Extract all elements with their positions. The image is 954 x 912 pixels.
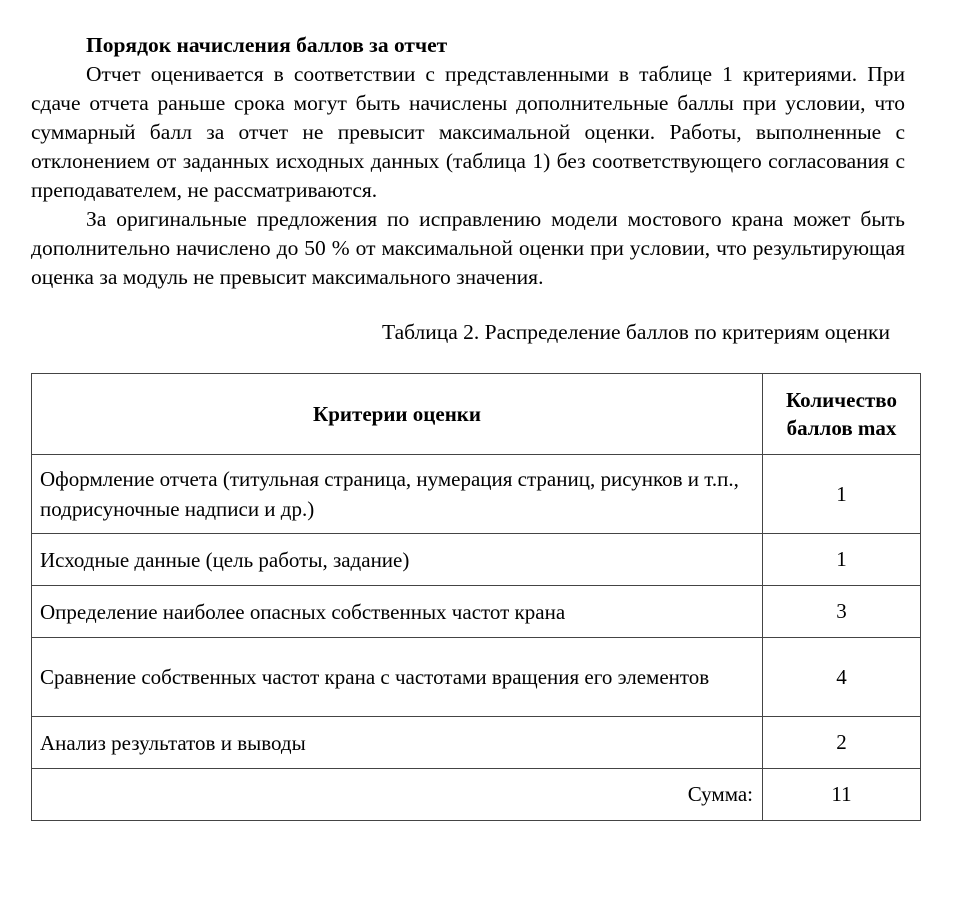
table-row [32, 455, 921, 534]
criteria-table [31, 373, 921, 821]
sum-label: Сумма: [32, 769, 763, 821]
points-cell: 4 [763, 638, 921, 717]
points-cell: 2 [763, 717, 921, 769]
table-header-row [32, 374, 921, 455]
table-sum-row [32, 769, 921, 821]
criterion-cell: Сравнение собственных частот крана с частотами вращения его элементов [32, 638, 763, 717]
criteria-column-header: Критерии оценки [32, 374, 763, 455]
points-column-header: Количество баллов max [763, 374, 921, 455]
table-row [32, 638, 921, 717]
points-cell: 3 [763, 586, 921, 638]
paragraph-scoring-rules: Отчет оценивается в соответствии с представленными в таблице 1 критериями. При сдаче отчета раньше срока могут быть начислены дополнительные баллы при условии, что суммарный балл за отчет не превысит максимальной оценки. Работы, выполненные с отклонением от заданных исходных данных (таблица 1) без соответствующего согласования с преподавателем, не рассматриваются. [31, 62, 905, 202]
points-cell: 1 [763, 534, 921, 586]
table-row [32, 534, 921, 586]
points-cell: 1 [763, 455, 921, 534]
criterion-cell: Анализ результатов и выводы [32, 717, 763, 769]
criterion-cell: Определение наиболее опасных собственных частот крана [32, 586, 763, 638]
criterion-cell: Исходные данные (цель работы, задание) [32, 534, 763, 586]
paragraph-bonus-points: За оригинальные предложения по исправлению модели мостового крана может быть дополнительно начислено до 50 % от максимальной оценки при условии, что результирующая оценка за модуль не превысит максимального значения. [31, 207, 905, 289]
section-heading: Порядок начисления баллов за отчет [86, 33, 448, 57]
table-caption: Таблица 2. Распределение баллов по критериям оценки [381, 320, 890, 344]
sum-value: 11 [763, 769, 921, 821]
criterion-cell: Оформление отчета (титульная страница, нумерация страниц, рисунков и т.п., подрисуночные надписи и др.) [32, 455, 763, 534]
table-row [32, 586, 921, 638]
table-row [32, 717, 921, 769]
